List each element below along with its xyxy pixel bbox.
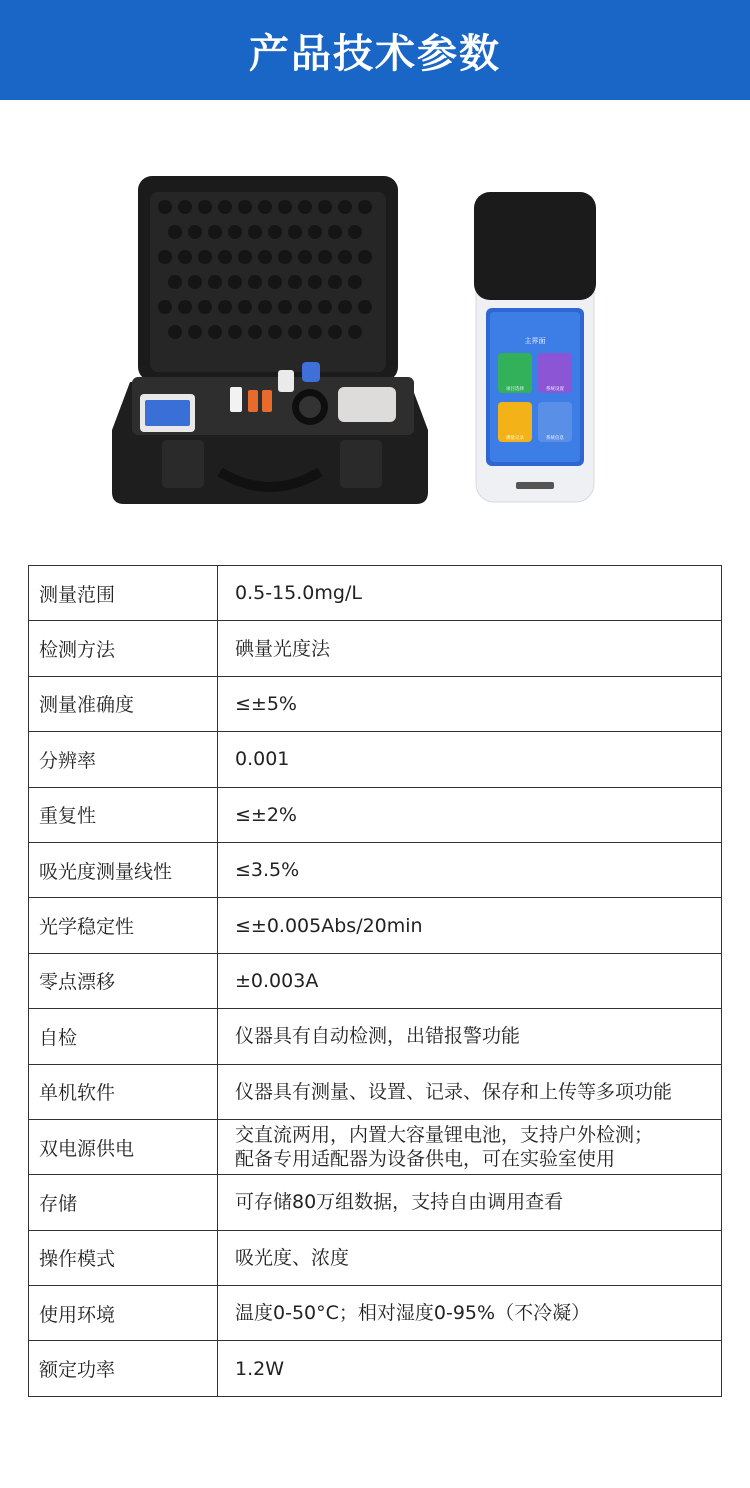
spec-label: 使用环境 — [29, 1286, 218, 1341]
table-row — [29, 1341, 722, 1396]
table-row — [29, 1119, 722, 1174]
spec-value: 1.2W — [218, 1341, 722, 1396]
spec-label: 吸光度测量线性 — [29, 842, 218, 897]
instrument-case-image — [110, 172, 430, 507]
table-row — [29, 621, 722, 676]
table-row — [29, 1175, 722, 1230]
table-row — [29, 1009, 722, 1064]
spec-label: 单机软件 — [29, 1064, 218, 1119]
handheld-device-image — [472, 190, 598, 505]
table-row — [29, 1230, 722, 1285]
spec-label: 测量范围 — [29, 566, 218, 621]
spec-value: 0.5-15.0mg/L — [218, 566, 722, 621]
table-row — [29, 787, 722, 842]
spec-label: 操作模式 — [29, 1230, 218, 1285]
spec-label: 存储 — [29, 1175, 218, 1230]
device-tile-label: 系统设置 — [546, 387, 564, 392]
table-row — [29, 898, 722, 953]
spec-value — [218, 1119, 722, 1174]
table-row — [29, 842, 722, 897]
spec-label: 额定功率 — [29, 1341, 218, 1396]
spec-value: 可存储80万组数据，支持自由调用查看 — [218, 1175, 722, 1230]
table-row — [29, 953, 722, 1008]
table-row — [29, 1286, 722, 1341]
table-row — [29, 676, 722, 731]
spec-value: ±0.003A — [218, 953, 722, 1008]
device-tile-label: 系统信息 — [546, 436, 564, 441]
table-row — [29, 732, 722, 787]
spec-value: 仪器具有测量、设置、记录、保存和上传等多项功能 — [218, 1064, 722, 1119]
spec-label: 检测方法 — [29, 621, 218, 676]
table-row — [29, 1064, 722, 1119]
page-title: 产品技术参数 — [249, 30, 501, 77]
spec-label: 测量准确度 — [29, 676, 218, 731]
device-tile-label: 测量记录 — [506, 436, 524, 441]
spec-value: ≤±5% — [218, 676, 722, 731]
spec-value-line: 交直流两用，内置大容量锂电池，支持户外检测； — [235, 1124, 654, 1147]
spec-label: 双电源供电 — [29, 1119, 218, 1174]
spec-label: 零点漂移 — [29, 953, 218, 1008]
device-tile-label: 项目选择 — [506, 387, 524, 392]
spec-value: 仪器具有自动检测，出错报警功能 — [218, 1009, 722, 1064]
spec-label: 重复性 — [29, 787, 218, 842]
spec-value-line: 配备专用适配器为设备供电，可在实验室使用 — [235, 1148, 616, 1171]
table-row — [29, 566, 722, 621]
spec-label: 自检 — [29, 1009, 218, 1064]
device-screen-title: 主界面 — [524, 337, 546, 345]
spec-table — [28, 565, 722, 1397]
spec-value: 0.001 — [218, 732, 722, 787]
spec-label: 分辨率 — [29, 732, 218, 787]
page-header — [0, 0, 750, 100]
spec-value: 碘量光度法 — [218, 621, 722, 676]
spec-value: 吸光度、浓度 — [218, 1230, 722, 1285]
spec-value: ≤±0.005Abs/20min — [218, 898, 722, 953]
spec-value: ≤3.5% — [218, 842, 722, 897]
spec-value: ≤±2% — [218, 787, 722, 842]
spec-value: 温度0-50°C；相对湿度0-95%（不冷凝） — [218, 1286, 722, 1341]
spec-label: 光学稳定性 — [29, 898, 218, 953]
